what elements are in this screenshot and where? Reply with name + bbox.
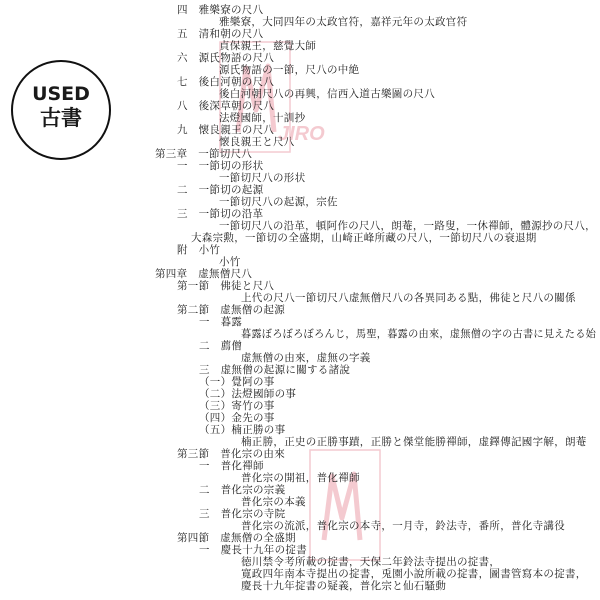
toc-entry: 六 源氏物語の尺八	[177, 52, 275, 64]
toc-entry: 小竹	[219, 256, 241, 268]
toc-entry: 上代の尺八一節切尺八虚無僧尺八の各異同ある點，佛徒と尺八の關係	[241, 292, 576, 304]
watermark-logo-lower	[300, 448, 390, 568]
toc-entry: 一 慶長十九年の掟書	[199, 544, 307, 556]
toc-entry: （二）法燈國師の事	[199, 388, 297, 400]
toc-entry: 八 後深草朝の尺八	[177, 100, 275, 112]
toc-entry: 一 暮露	[199, 316, 243, 328]
toc-entry: 一節切尺八の起源，宗佐	[219, 196, 338, 208]
toc-entry: 九 懐良親王の尺八	[177, 124, 275, 136]
toc-entry: 七 後白河朝の尺八	[177, 76, 275, 88]
toc-section-heading: 第二節 虚無僧の起源	[177, 304, 285, 316]
toc-entry: 寛政四年南本寺提出の掟書，兎園小說所載の掟書，圖書管寫本の掟書，	[241, 568, 587, 580]
toc-entry: 五 清和朝の尺八	[177, 28, 264, 40]
toc-entry: 源氏物語の一節，尺八の中絶	[219, 64, 360, 76]
toc-entry: 暮露ぼろぼろぼろんじ，馬聖，暮露の由來，虚無僧の字の古書に見えたる始	[241, 328, 597, 340]
toc-entry: 四 雅樂寮の尺八	[177, 4, 264, 16]
toc-entry: 大森宗勲，一節切の全盛期，山崎正峰所藏の尺八，一節切尺八の衰退期	[191, 232, 537, 244]
badge-used-text: USED	[32, 83, 90, 105]
toc-entry: 雅樂寮，大同四年の太政官符，嘉祥元年の太政官符	[219, 16, 468, 28]
toc-entry: 二 薦僧	[199, 340, 243, 352]
toc-chapter-heading: 第四章 虚無僧尺八	[155, 268, 253, 280]
toc-entry: 徳川禁令考所載の掟書，天保二年鈴法寺提出の掟書，	[241, 556, 501, 568]
toc-section-heading: 第一節 佛徒と尺八	[177, 280, 275, 292]
toc-entry: 普化宗の開祖，普化禪師	[241, 472, 360, 484]
toc-entry: 附 小竹	[177, 244, 221, 256]
used-book-badge	[11, 60, 111, 160]
toc-entry: 慶長十九年掟書の疑義，普化宗と仙石騷動	[241, 580, 447, 592]
toc-entry: 三 普化宗の寺院	[199, 508, 286, 520]
toc-chapter-heading: 第三章 一節切尺八	[155, 148, 253, 160]
toc-entry: （一）覺阿の事	[199, 376, 275, 388]
toc-entry: 後白河朝尺八の再興，信西入道古樂圖の尺八	[219, 88, 435, 100]
toc-entry: （五）楠正勝の事	[199, 424, 286, 436]
toc-entry: 一 一節切の形状	[177, 160, 264, 172]
toc-entry: 懐良親王と尺八	[219, 136, 295, 148]
watermark-text: JIRO	[278, 123, 325, 145]
toc-entry: 虚無僧の由來，虚無の字義	[241, 352, 371, 364]
toc-entry: （三）寄竹の事	[199, 400, 275, 412]
toc-entry: 三 一節切の沿革	[177, 208, 264, 220]
toc-section-heading: 第三節 普化宗の由來	[177, 448, 285, 460]
toc-entry: 法燈國師，十訓抄	[219, 112, 306, 124]
toc-entry: 二 普化宗の宗義	[199, 484, 286, 496]
toc-entry: 普化宗の流派，普化宗の本寺，一月寺，鈴法寺，番所，普化寺講役	[241, 520, 565, 532]
toc-entry: （四）金先の事	[199, 412, 275, 424]
toc-entry: 一節切尺八の沿革，頓阿作の尺八，朗菴，一路叟，一休禪師，體源抄の尺八，	[219, 220, 596, 232]
toc-entry: 楠正勝，正史の正勝事蹟，正勝と傑堂能勝禪師，虚鐸傳記國字解，朗菴	[241, 436, 587, 448]
toc-entry: 貞保親王，慈覺大師	[219, 40, 317, 52]
toc-entry: 三 虚無僧の起源に關する諸說	[199, 364, 351, 376]
toc-entry: 一 普化禪師	[199, 460, 264, 472]
badge-kosho-text: 古書	[40, 106, 82, 130]
toc-entry: 一節切尺八の形状	[219, 172, 306, 184]
toc-section-heading: 第四節 虚無僧の全盛期	[177, 532, 296, 544]
toc-entry: 二 一節切の起源	[177, 184, 264, 196]
toc-entry: 普化宗の本義	[241, 496, 306, 508]
